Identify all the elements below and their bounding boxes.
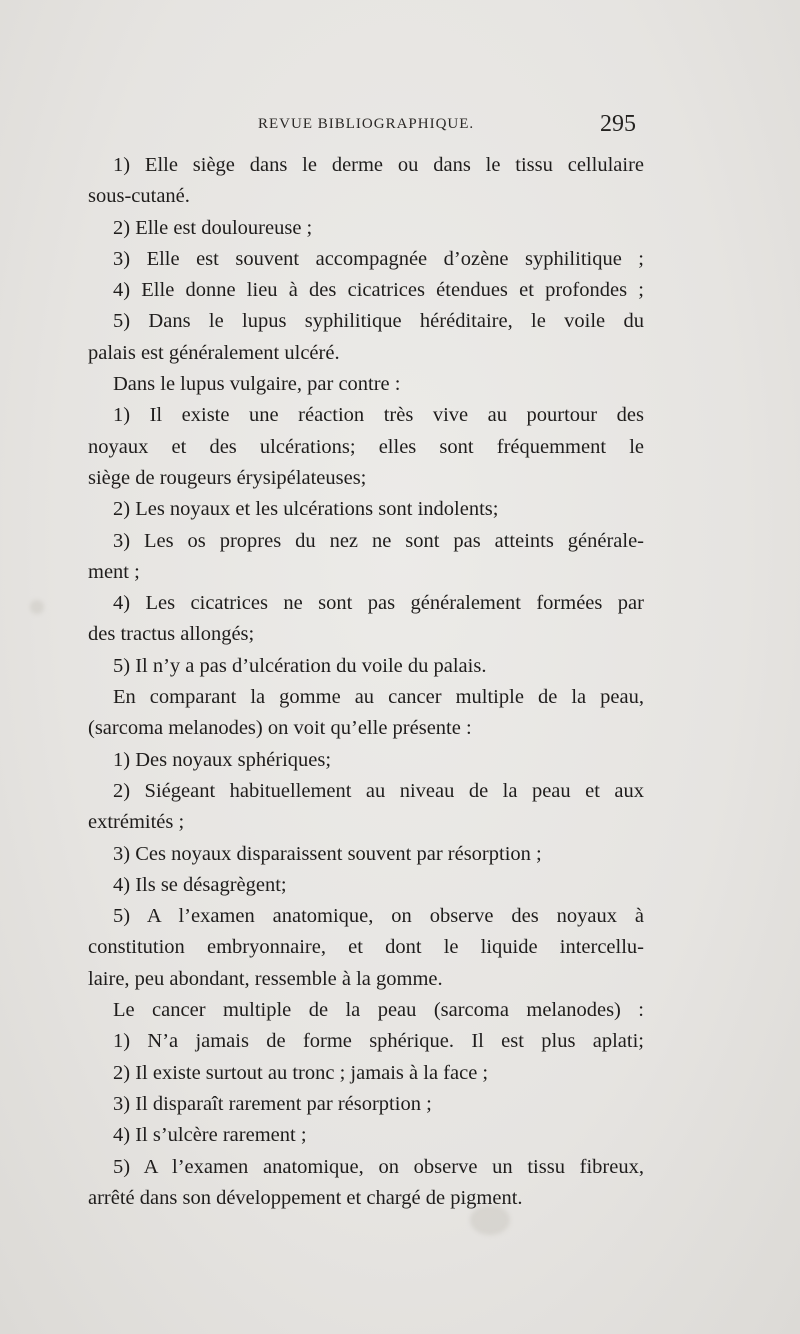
text-line: 4) Les cicatrices ne sont pas généralement formées par — [113, 592, 644, 615]
text-line: 3) Elle est souvent accompagnée d’ozène syphilitique ; — [113, 247, 644, 270]
text-line: 3) Il disparaît rarement par résorption ; — [113, 1092, 432, 1115]
body-text — [88, 150, 644, 1214]
text-line: laire, peu abondant, ressemble à la gomme. — [88, 967, 443, 990]
text-line: Dans le lupus vulgaire, par contre : — [113, 373, 401, 396]
text-line: ment ; — [88, 560, 140, 583]
text-line: 2) Les noyaux et les ulcérations sont indolents; — [113, 498, 499, 521]
text-line: 1) N’a jamais de forme sphérique. Il est plus aplati; — [113, 1030, 644, 1053]
text-line: (sarcoma melanodes) on voit qu’elle présente : — [88, 717, 472, 740]
text-line: siège de rougeurs érysipélateuses; — [88, 466, 367, 489]
paper-stain — [30, 600, 44, 614]
text-line: En comparant la gomme au cancer multiple de la peau, — [113, 686, 644, 709]
text-line: 5) Dans le lupus syphilitique héréditaire, le voile du — [113, 310, 644, 333]
text-line: 1) Il existe une réaction très vive au pourtour des — [113, 404, 644, 427]
running-head: REVUE BIBLIOGRAPHIQUE. — [258, 116, 475, 132]
text-line: 2) Elle est douloureuse ; — [113, 216, 313, 239]
text-line: 1) Elle siège dans le derme ou dans le tissu cellulaire — [113, 154, 644, 176]
text-line: 4) Elle donne lieu à des cicatrices étendues et profondes ; — [113, 279, 644, 302]
text-line: arrêté dans son développement et chargé de pigment. — [88, 1186, 523, 1209]
text-line: Le cancer multiple de la peau (sarcoma melanodes) : — [113, 999, 644, 1022]
text-line: palais est généralement ulcéré. — [88, 341, 340, 364]
text-line: 2) Il existe surtout au tronc ; jamais à la face ; — [113, 1061, 489, 1084]
text-line: 3) Ces noyaux disparaissent souvent par résorption ; — [113, 842, 542, 865]
text-line: 5) Il n’y a pas d’ulcération du voile du palais. — [113, 654, 487, 677]
page-number: 295 — [600, 111, 636, 137]
text-line: noyaux et des ulcérations; elles sont fréquemment le — [88, 435, 644, 458]
text-line: 3) Les os propres du nez ne sont pas atteints générale- — [113, 529, 644, 552]
text-line: extrémités ; — [88, 811, 185, 834]
text-line: des tractus allongés; — [88, 623, 255, 646]
text-line: 5) A l’examen anatomique, on observe des noyaux à — [113, 905, 644, 928]
text-line: 1) Des noyaux sphériques; — [113, 748, 332, 771]
text-line: 2) Siégeant habituellement au niveau de la peau et aux — [113, 779, 644, 802]
text-line: 4) Il s’ulcère rarement ; — [113, 1124, 307, 1147]
text-line: sous-cutané. — [88, 185, 190, 208]
text-line: 4) Ils se désagrègent; — [113, 873, 287, 896]
text-line: constitution embryonnaire, et dont le liquide intercellu- — [88, 936, 644, 959]
text-line: 5) A l’examen anatomique, on observe un tissu fibreux, — [113, 1155, 644, 1178]
